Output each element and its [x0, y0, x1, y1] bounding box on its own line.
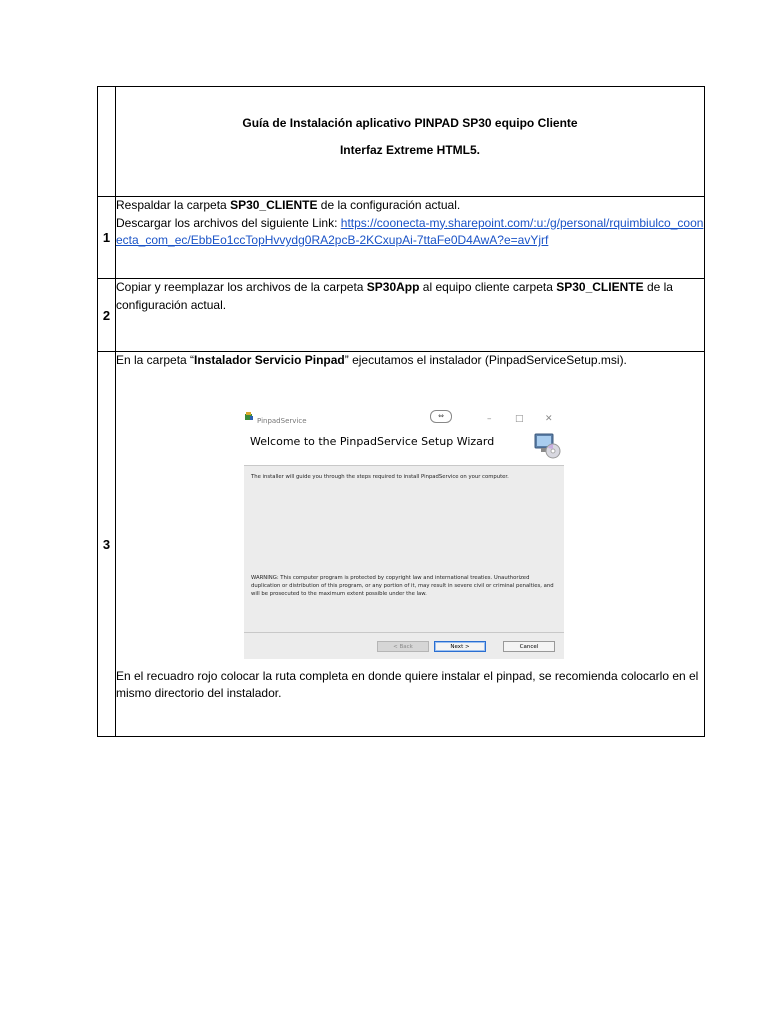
sharepoint-download-link[interactable]: https://coonecta-my.sharepoint.com/:u:/g/personal/rquimbiulco_coonecta_com_ec/EbbEo1ccTopHvvydg0RA2pcB-2KCxupAi-7ttaFe0D4AwA?e=avYjrf [116, 215, 704, 247]
step-1-line-2: Descargar los archivos del siguiente Link: https://coonecta-my.sharepoint.com/:u:/g/personal/rquimbiulco_coonecta_com_ec/EbbEo1ccTopHvvydg0RA2pcB-2KCxupAi-7ttaFe0D4AwA?e=avYjrf [116, 215, 704, 247]
step-1-content [116, 197, 705, 279]
document-subtitle: Interfaz Extreme HTML5. [339, 142, 481, 157]
wizard-header [244, 428, 564, 465]
step-3-instruction: En la carpeta “Instalador Servicio Pinpad” ejecutamos el instalador (PinpadServiceSetup.msi). [116, 353, 627, 367]
next-button: Next > [434, 641, 486, 652]
step-number-2: 2 [98, 279, 116, 352]
swap-icon: ⇔ [430, 410, 452, 423]
document-title: Guía de Instalación aplicativo PINPAD SP30 equipo Cliente [242, 116, 578, 130]
cancel-button: Cancel [503, 641, 555, 652]
computer-cd-icon [532, 431, 562, 461]
step-1-line-1: Respaldar la carpeta SP30_CLIENTE de la configuración actual. [116, 198, 461, 212]
installer-package-icon [244, 411, 254, 421]
back-button: < Back [377, 641, 429, 652]
wizard-body [244, 465, 564, 633]
step-number-3: 3 [98, 352, 116, 737]
wizard-headline: Welcome to the PinpadService Setup Wizard [250, 434, 495, 448]
maximize-icon: □ [515, 413, 524, 424]
title-cell [116, 87, 705, 197]
wizard-warning-text: WARNING: This computer program is protected by copyright law and international treaties. Unauthorized duplication or distribution of this program, or any portion of it, may result in severe civil or criminal penalties, and will be prosecuted to the maximum extent possible under the law. [251, 574, 554, 597]
setup-wizard-screenshot [244, 408, 564, 658]
step-number-1: 1 [98, 197, 116, 279]
instruction-table [97, 86, 705, 737]
step-3-content [116, 352, 705, 737]
minimize-icon: – [487, 413, 492, 424]
wizard-footer [244, 633, 564, 659]
wizard-intro-text: The installer will guide you through the steps required to install PinpadService on your computer. [251, 473, 509, 480]
close-icon: ✕ [545, 413, 553, 424]
step-2-content: Copiar y reemplazar los archivos de la carpeta SP30App al equipo cliente carpeta SP30_CLIENTE de la configuración actual. [116, 279, 705, 352]
wizard-app-title: PinpadService [257, 416, 307, 425]
step-3-note: En el recuadro rojo colocar la ruta completa en donde quiere instalar el pinpad, se recomienda colocarlo en el mismo directorio del instalador. [116, 668, 699, 700]
wizard-titlebar [244, 408, 564, 428]
title-number-cell [98, 87, 116, 197]
